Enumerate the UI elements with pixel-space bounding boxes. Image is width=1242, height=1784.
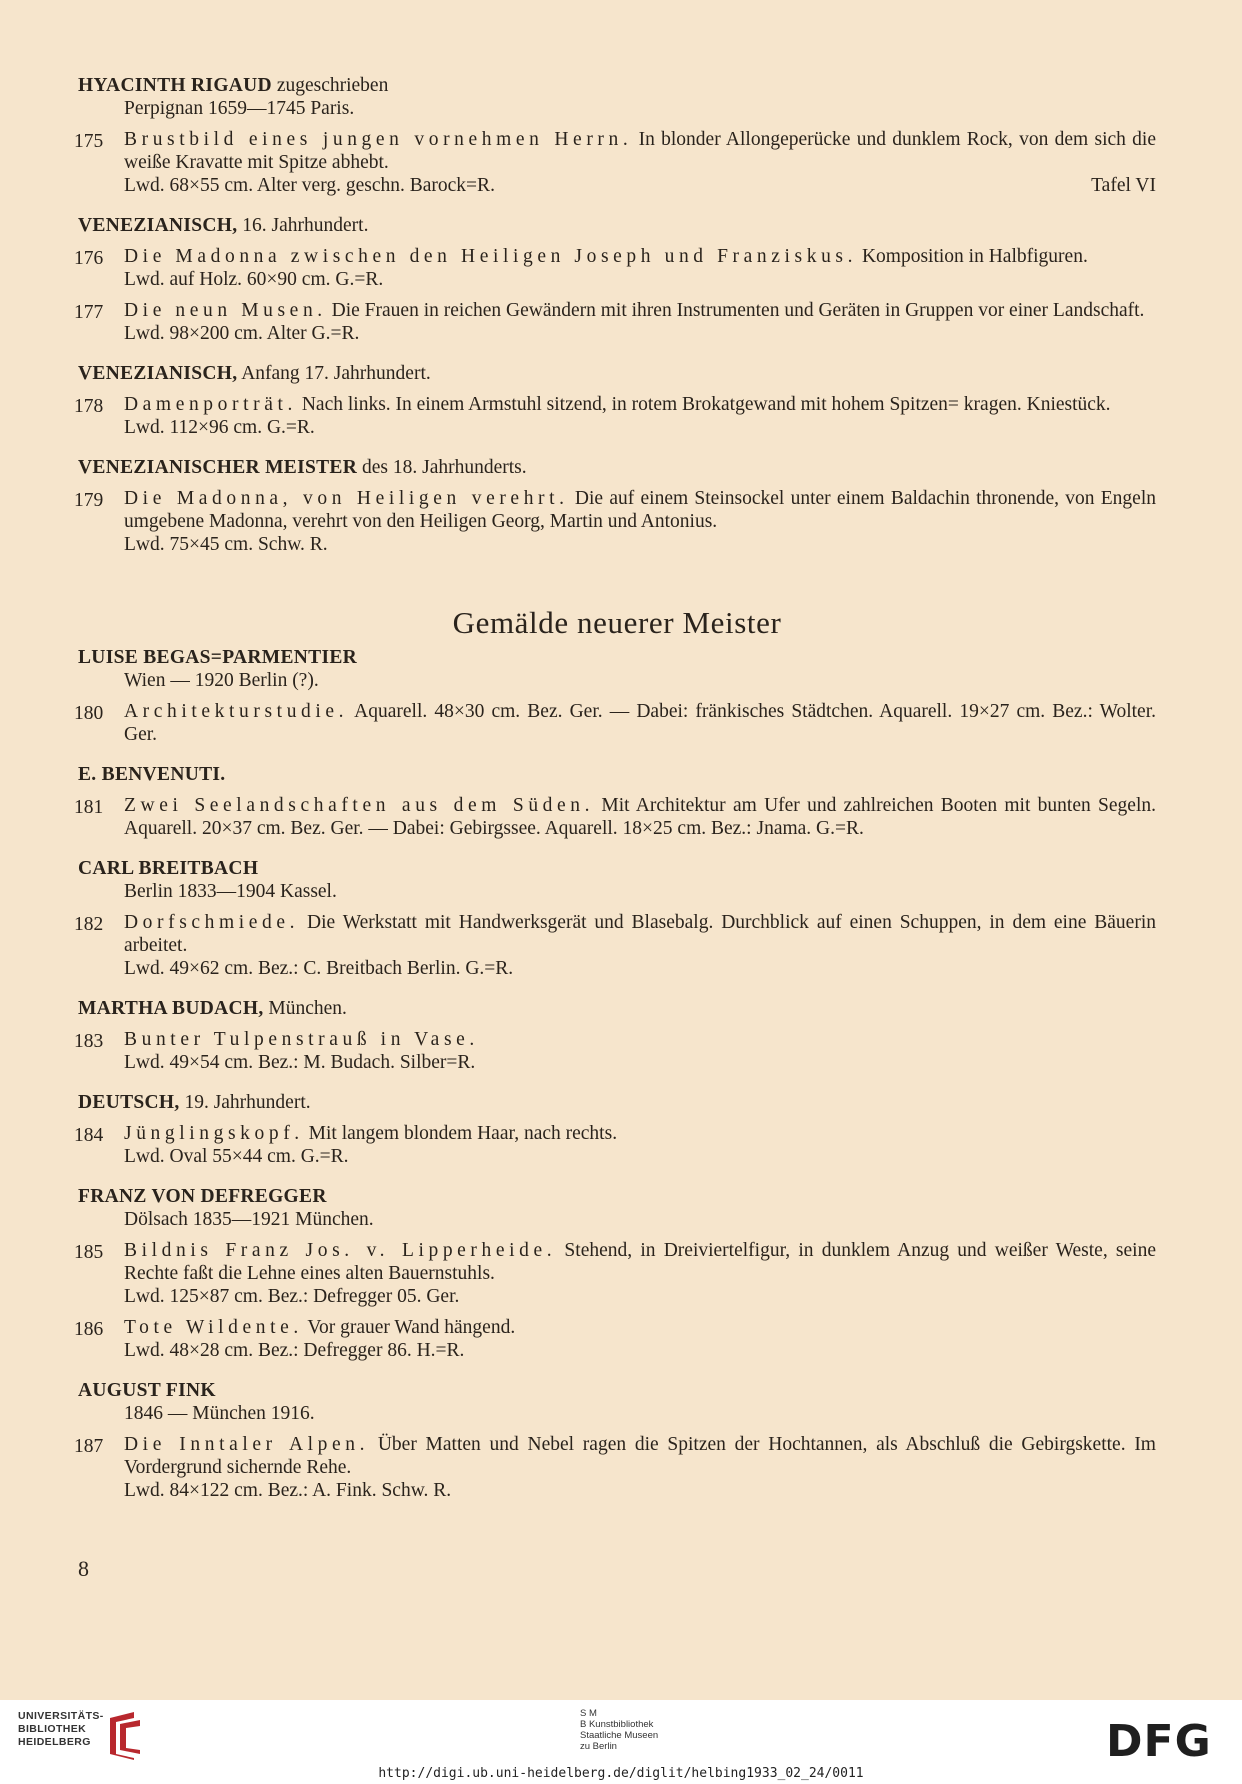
artwork-specs (78, 1145, 1156, 1168)
lot-number: 186 (74, 1319, 104, 1340)
specs-text: Lwd. Oval 55×44 cm. G.=R. (124, 1146, 349, 1167)
artist-list-top (74, 74, 1156, 556)
artist-dates: 1846 — München 1916. (124, 1403, 315, 1424)
entry-body (78, 1433, 1156, 1479)
catalog-entry (74, 1239, 1156, 1308)
artwork-specs (78, 1479, 1156, 1502)
artwork-description: Die Werkstatt mit Handwerksgerät und Blasebalg. Durchblick auf einen Schuppen, in dem eine Bäuerin arbeitet. (124, 912, 1156, 956)
catalog-entry (74, 245, 1156, 291)
artist-heading (78, 1379, 1156, 1402)
catalog-text (74, 74, 1156, 1502)
artwork-specs (78, 957, 1156, 980)
catalog-entry (74, 1028, 1156, 1074)
artwork-title: Die Madonna, von Heiligen verehrt. (124, 488, 569, 509)
catalog-entry (74, 1122, 1156, 1168)
artwork-specs (78, 533, 1156, 556)
artist-block (74, 1379, 1156, 1502)
artist-info: des 18. Jahrhunderts. (357, 457, 527, 478)
specs-text: Lwd. 49×54 cm. Bez.: M. Budach. Silber=R. (124, 1052, 476, 1073)
source-url-link[interactable]: http://digi.ub.uni-heidelberg.de/diglit/helbing1933_02_24/0011 (378, 1766, 864, 1781)
artist-heading (78, 763, 1156, 786)
entry-body (78, 794, 1156, 840)
lot-number: 180 (74, 703, 104, 724)
lot-number: 185 (74, 1242, 104, 1263)
artwork-description: Nach links. In einem Armstuhl sitzend, in rotem Brokatgewand mit hohem Spitzen= kragen. Kniestück. (296, 394, 1111, 415)
artwork-specs (78, 1339, 1156, 1362)
lot-number: 181 (74, 797, 104, 818)
university-library-logo-icon (104, 1710, 146, 1762)
catalog-entry (74, 911, 1156, 980)
artist-heading (78, 214, 1156, 237)
artist-info: 16. Jahrhundert. (237, 215, 369, 236)
artist-block (74, 456, 1156, 556)
lot-number: 184 (74, 1125, 104, 1146)
specs-text: Lwd. 125×87 cm. Bez.: Defregger 05. Ger. (124, 1286, 460, 1307)
artist-heading (78, 646, 1156, 669)
catalog-entry (74, 299, 1156, 345)
artist-dates: Perpignan 1659—1745 Paris. (124, 98, 355, 119)
lot-number: 182 (74, 914, 104, 935)
catalog-entry (74, 1433, 1156, 1502)
artist-info: München. (263, 998, 347, 1019)
artist-list-bottom (74, 646, 1156, 1502)
artwork-description: Die auf einem Steinsockel unter einem Baldachin thronende, von Engeln umgebene Madonna, verehrt von den Heiligen Georg, Martin und Antonius. (124, 488, 1156, 532)
artist-name: DEUTSCH, (78, 1092, 180, 1113)
artist-heading (78, 456, 1156, 479)
artist-name: VENEZIANISCH, (78, 215, 238, 236)
artwork-title: Damenporträt. (124, 394, 297, 415)
dfg-logo: DFG (1106, 1716, 1212, 1767)
catalog-entry (74, 128, 1156, 197)
artist-block (74, 646, 1156, 746)
specs-text: Lwd. 98×200 cm. Alter G.=R. (124, 323, 360, 344)
lot-number: 179 (74, 490, 104, 511)
artwork-title: Dorfschmiede. (124, 912, 300, 933)
artwork-description: Vor grauer Wand hängend. (302, 1317, 516, 1338)
artist-info: 19. Jahrhundert. (179, 1092, 311, 1113)
artist-block (74, 857, 1156, 980)
artwork-description: Stehend, in Dreiviertelfigur, in dunklem Anzug und weißer Weste, seine Rechte faßt die Lehne eines alten Bauernstuhls. (124, 1240, 1156, 1284)
entry-body (78, 911, 1156, 957)
lot-number: 177 (74, 302, 104, 323)
artist-name: HYACINTH RIGAUD (78, 75, 272, 96)
artist-name: CARL BREITBACH (78, 858, 259, 879)
lot-number: 178 (74, 396, 104, 417)
artist-block (74, 997, 1156, 1074)
artwork-specs (78, 268, 1156, 291)
entry-body (78, 128, 1156, 174)
artist-block (74, 214, 1156, 345)
entry-body (78, 299, 1156, 322)
artist-dates: Wien — 1920 Berlin (?). (124, 670, 319, 691)
catalog-entry (74, 794, 1156, 840)
entry-body (78, 245, 1156, 268)
artist-name: AUGUST FINK (78, 1380, 216, 1401)
artist-block (74, 1185, 1156, 1362)
page-number: 8 (78, 1556, 89, 1581)
specs-text: Lwd. auf Holz. 60×90 cm. G.=R. (124, 269, 384, 290)
artist-name: VENEZIANISCHER MEISTER (78, 457, 358, 478)
specs-text: Lwd. 75×45 cm. Schw. R. (124, 534, 328, 555)
entry-body (78, 487, 1156, 533)
artwork-specs (78, 1051, 1156, 1074)
section-title: Gemälde neuerer Meister (452, 605, 782, 640)
artist-info: zugeschrieben (271, 75, 389, 96)
entry-body (78, 700, 1156, 746)
artwork-description: Mit Architektur am Ufer und zahlreichen Booten mit bunten Segeln. Aquarell. 20×37 cm. Bez. Ger. — Dabei: Gebirgssee. Aquarell. 18×25 cm. Bez.: Jnama. G.=R. (124, 795, 1156, 839)
artwork-specs (78, 322, 1156, 345)
artwork-description: Die Frauen in reichen Gewändern mit ihren Instrumenten und Geräten in Gruppen vor einer Landschaft. (326, 300, 1145, 321)
artist-name: MARTHA BUDACH, (78, 998, 264, 1019)
artwork-specs (78, 416, 1156, 439)
lot-number: 175 (74, 131, 104, 152)
artwork-title: Jünglingskopf. (124, 1123, 304, 1144)
artwork-title: Architekturstudie. (124, 701, 349, 722)
artwork-title: Brustbild eines jungen vornehmen Herrn. (124, 129, 633, 150)
artwork-description: Aquarell. 48×30 cm. Bez. Ger. — Dabei: fränkisches Städtchen. Aquarell. 19×27 cm. Bez.: Wolter. Ger. (124, 701, 1156, 745)
artist-name: FRANZ VON DEFREGGER (78, 1186, 327, 1207)
artist-dates: Dölsach 1835—1921 München. (124, 1209, 374, 1230)
artist-heading (78, 1185, 1156, 1208)
artwork-title: Die Madonna zwischen den Heiligen Joseph und Franziskus. (124, 246, 858, 267)
artwork-title: Bildnis Franz Jos. v. Lipperheide. (124, 1240, 557, 1261)
artwork-title: Zwei Seelandschaften aus dem Süden. (124, 795, 595, 816)
plate-reference: Tafel VI (1091, 175, 1156, 196)
catalog-entry (74, 700, 1156, 746)
artwork-specs (78, 1285, 1156, 1308)
artwork-description: Über Matten und Nebel ragen die Spitzen der Hochtannen, als Abschluß die Gebirgskette. Im Vordergrund sichernde Rehe. (124, 1434, 1156, 1478)
artist-block (74, 74, 1156, 197)
lot-number: 187 (74, 1436, 104, 1457)
specs-text: Lwd. 49×62 cm. Bez.: C. Breitbach Berlin. G.=R. (124, 958, 514, 979)
artwork-description: Mit langem blondem Haar, nach rechts. (303, 1123, 618, 1144)
artist-name: VENEZIANISCH, (78, 363, 238, 384)
artist-heading (78, 857, 1156, 880)
artist-name: LUISE BEGAS=PARMENTIER (78, 647, 358, 668)
specs-text: Lwd. 112×96 cm. G.=R. (124, 417, 315, 438)
artwork-description: Komposition in Halbfiguren. (857, 246, 1088, 267)
artist-heading (78, 1091, 1156, 1114)
library-name: UNIVERSITÄTS- BIBLIOTHEK HEIDELBERG (18, 1710, 104, 1748)
artwork-title: Die neun Musen. (124, 300, 327, 321)
lot-number: 176 (74, 248, 104, 269)
artwork-description: In blonder Allongeperücke und dunklem Rock, von dem sich die weiße Kravatte mit Spitze abhebt. (124, 129, 1156, 173)
entry-body (78, 1122, 1156, 1145)
artist-name: E. BENVENUTI. (78, 764, 226, 785)
specs-text: Lwd. 68×55 cm. Alter verg. geschn. Barock=R. (124, 175, 495, 196)
artist-heading (78, 362, 1156, 385)
artist-dates: Berlin 1833—1904 Kassel. (124, 881, 337, 902)
catalog-entry (74, 393, 1156, 439)
lot-number: 183 (74, 1031, 104, 1052)
artist-block (74, 763, 1156, 840)
kunstbibliothek-credit: S M B Kunstbibliothek Staatliche Museen zu Berlin (580, 1708, 659, 1752)
artist-heading (78, 997, 1156, 1020)
artwork-title: Tote Wildente. (124, 1317, 303, 1338)
artist-heading (78, 74, 1156, 97)
artwork-title: Die Inntaler Alpen. (124, 1434, 370, 1455)
catalog-entry (74, 1316, 1156, 1362)
artist-block (74, 1091, 1156, 1168)
artwork-title: Bunter Tulpenstrauß in Vase. (124, 1029, 479, 1050)
digitization-footer (0, 1700, 1242, 1784)
specs-text: Lwd. 48×28 cm. Bez.: Defregger 86. H.=R. (124, 1340, 465, 1361)
catalog-entry (74, 487, 1156, 556)
artist-info: Anfang 17. Jahrhundert. (237, 363, 431, 384)
entry-body (78, 1239, 1156, 1285)
artist-block (74, 362, 1156, 439)
entry-body (78, 1028, 1156, 1051)
artwork-specs (78, 174, 1156, 197)
entry-body (78, 393, 1156, 416)
specs-text: Lwd. 84×122 cm. Bez.: A. Fink. Schw. R. (124, 1480, 452, 1501)
entry-body (78, 1316, 1156, 1339)
